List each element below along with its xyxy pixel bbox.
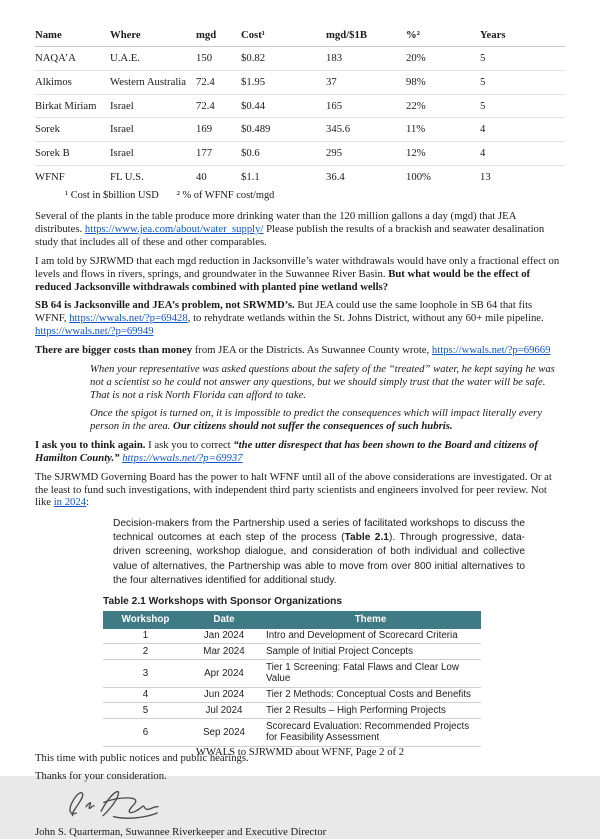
text-segment: There are bigger costs than money: [35, 343, 193, 356]
text-segment: Please publish the results of a brackish and seawater desalination study that includes all of these and other comparables.: [35, 223, 545, 249]
table-cell: 345.6: [326, 118, 406, 142]
workshops-table-caption: Table 2.1 Workshops with Sponsor Organizations: [103, 595, 343, 607]
table-cell: FL U.S.: [110, 171, 144, 184]
table-cell: Sorek: [35, 118, 110, 142]
table-header-row: [103, 611, 481, 629]
table-cell: 11%: [406, 118, 480, 142]
table-cell: 37: [326, 70, 406, 94]
text-segment: I ask you to think again.: [35, 439, 146, 452]
table-cell: 169: [196, 118, 241, 142]
text-segment: ). Through progressive, data-driven screening, workshop dialogue, and consideration of both individual and collective value of alternatives, the Partnership was able to move from over 800 initial alternatives to the four alternatives identified for additional study.: [113, 532, 526, 586]
table-cell: 72.4: [196, 94, 241, 118]
hyperlink[interactable]: https://www.jea.com/about/water_supply/: [84, 223, 264, 236]
table-cell: Birkat Miriam: [35, 94, 110, 118]
text-segment: SB 64 is Jacksonville and JEA’s problem, not SRWMD’s.: [35, 299, 295, 312]
table-cell: $1.1: [241, 171, 260, 184]
column-header-date: Date: [188, 611, 260, 629]
text-segment: Table 2.1: [344, 532, 389, 544]
paragraph-sb64: [35, 299, 565, 338]
table-cell: Sample of Initial Project Concepts: [260, 644, 481, 660]
footnote-cost: ¹ Cost in $billion USD: [65, 189, 159, 201]
signature-name: John S. Quarterman, Suwannee Riverkeeper and Executive Director: [35, 826, 327, 839]
table-cell: $0.44: [241, 94, 326, 118]
table-cell: 98%: [406, 70, 480, 94]
text-segment: When your representative was asked questions about the safety of the “treated” water, he kept saying he was not a scientist so he could not answer any questions, but we should simply trust that the water will be safe. That is not a risk North Florida can afford to take.: [90, 362, 555, 401]
table-cell: $0.489: [241, 118, 326, 142]
table-cell: Tier 2 Results – High Performing Projects: [260, 703, 481, 719]
table-row: [35, 118, 565, 142]
table-cell: 100%: [406, 171, 431, 184]
text-segment: The SJRWMD Governing Board has the power to halt WFNF until all of the above considerations are investigated. Or at the least to fund such investigations, with independent third party scientists and engineers involved for peer review. Not like: [35, 470, 552, 509]
text-segment: , to rehydrate wetlands within the St. Johns District, without any 60+ mile pipeline.: [187, 312, 544, 325]
hyperlink[interactable]: https://wwals.net/?p=69669: [431, 343, 551, 356]
table-cell: Mar 2024: [188, 644, 260, 660]
column-header-mgd-per-1b: mgd/$1B: [326, 26, 406, 46]
table-cell: 1: [103, 629, 188, 644]
text-segment: But what would be the effect of reduced Jacksonville withdrawals combined with planted pine wetland wells?: [35, 267, 531, 293]
table-cell: Israel: [110, 118, 196, 142]
table-row: [103, 629, 481, 644]
table-cell: Tier 2 Methods: Conceptual Costs and Benefits: [260, 687, 481, 703]
table-cell: Intro and Development of Scorecard Criteria: [260, 629, 481, 644]
hyperlink[interactable]: https://wwals.net/?p=69937: [122, 451, 243, 464]
text-segment: I am told by SJRWMD that each mgd reduction in Jacksonville’s water withdrawals would have only a fractional effect on levels and flows in rivers, springs, and groundwater in the Suwannee River Basin.: [35, 254, 560, 280]
table-cell: 5: [480, 70, 565, 94]
column-header-theme: Theme: [260, 611, 481, 629]
table-cell: 2: [103, 644, 188, 660]
table-cell: 20%: [406, 46, 480, 70]
table-cell: 22%: [406, 94, 480, 118]
hyperlink[interactable]: https://wwals.net/?p=69949: [35, 325, 154, 338]
table-cell: 177: [196, 142, 241, 166]
paragraph-think-again: [35, 439, 565, 465]
plants-comparison-table: [35, 26, 565, 189]
column-header-name: Name: [35, 26, 110, 46]
text-segment: But JEA could use the same loophole in SB 64 that fits WFNF,: [35, 299, 533, 325]
table-cell: Tier 1 Screening: Fatal Flaws and Clear Low Value: [260, 660, 481, 688]
table-cell: 72.4: [196, 70, 241, 94]
paragraph-sjrwmd-reduction: [35, 255, 565, 294]
table-row: [103, 687, 481, 703]
paragraph-public-notices: This time with public notices and public hearings.: [35, 751, 249, 764]
table-row: [35, 94, 565, 118]
table-cell: Sorek B: [35, 142, 110, 166]
table-cell: 6: [103, 719, 188, 747]
column-header-workshop: Workshop: [103, 611, 188, 629]
table-cell: $0.6: [241, 142, 326, 166]
table-row: [35, 46, 565, 70]
table-header-row: [35, 26, 565, 46]
table-cell: Alkimos: [35, 70, 110, 94]
table-cell: 295: [326, 142, 406, 166]
page-footer: WWALS to SJRWMD about WFNF, Page 2 of 2: [195, 746, 405, 758]
table-cell: 5: [480, 46, 565, 70]
table-cell: 4: [480, 142, 565, 166]
table-cell: 150: [196, 46, 241, 70]
text-segment: Decision-makers from the Partnership used a series of facilitated workshops to discuss the technical outcomes at each step of the process (: [113, 518, 525, 544]
table-cell: 5: [480, 94, 565, 118]
table-cell: 13: [480, 171, 491, 184]
paragraph-bigger-costs: [35, 344, 565, 357]
table-cell: NAQA’A: [35, 46, 110, 70]
text-segment: I ask you to correct: [145, 439, 234, 452]
table-cell: 165: [326, 94, 406, 118]
report-excerpt: [113, 517, 525, 587]
table-cell: Apr 2024: [188, 660, 260, 688]
table-cell: Jan 2024: [188, 629, 260, 644]
table-cell: Jul 2024: [188, 703, 260, 719]
table-cell: 36.4: [326, 171, 345, 184]
table-cell: 4: [103, 687, 188, 703]
workshops-table: [103, 611, 481, 747]
table-cell: Israel: [110, 142, 196, 166]
blockquote-suwannee-county-1: [90, 363, 565, 402]
table-cell: Sep 2024: [188, 719, 260, 747]
table-cell: $0.82: [241, 46, 326, 70]
table-row: [35, 142, 565, 166]
handwritten-signature: [63, 789, 565, 821]
text-segment: “the utter disrespect that has been shown to the Board and citizens of Hamilton County.”: [35, 439, 538, 464]
hyperlink[interactable]: https://wwals.net/?p=69428: [69, 312, 188, 325]
table-row: [103, 703, 481, 719]
text-segment: from JEA or the Districts. As Suwannee County wrote,: [192, 343, 432, 356]
column-header-cost: Cost¹: [241, 26, 326, 46]
table-cell: U.A.E.: [110, 46, 196, 70]
table-cell: 5: [103, 703, 188, 719]
footnote-percent: ² % of WFNF cost/mgd: [176, 189, 275, 201]
table-cell: Scorecard Evaluation: Recommended Projects for Feasibility Assessment: [260, 719, 481, 747]
table-cell: WFNF: [35, 171, 65, 184]
table-row: [35, 166, 565, 189]
table-row: [103, 644, 481, 660]
table-row: [35, 70, 565, 94]
table-cell: 4: [480, 118, 565, 142]
table-cell: Western Australia: [110, 70, 196, 94]
table-footnotes: [65, 190, 565, 202]
blockquote-suwannee-county-2: [90, 407, 565, 433]
text-segment: Several of the plants in the table produce more drinking water than the 120 million gallons a day (mgd) that JEA distributes.: [35, 210, 516, 236]
table-cell: Israel: [110, 94, 196, 118]
table-cell: Jun 2024: [188, 687, 260, 703]
table-cell: 183: [326, 46, 406, 70]
column-header-mgd: mgd: [196, 26, 241, 46]
closing-thanks: Thanks for your consideration.: [35, 770, 167, 783]
hyperlink[interactable]: in 2024: [53, 496, 87, 509]
column-header-percent: %²: [406, 26, 480, 46]
text-segment: :: [86, 496, 90, 509]
paragraph-governing-board: [35, 471, 565, 510]
table-cell: 12%: [406, 142, 480, 166]
table-cell: 40: [196, 171, 207, 184]
text-segment: Once the spigot is turned on, it is impossible to predict the consequences which will impact literally every person in the area.: [90, 407, 542, 433]
table-cell: 3: [103, 660, 188, 688]
column-header-years: Years: [480, 26, 565, 46]
table-cell: $1.95: [241, 70, 326, 94]
text-segment: Our citizens should not suffer the consequences of such hubris.: [173, 420, 453, 433]
paragraph-jea-distributes: [35, 210, 565, 249]
table-row: [103, 660, 481, 688]
column-header-where: Where: [110, 26, 196, 46]
table-row: [103, 719, 481, 747]
